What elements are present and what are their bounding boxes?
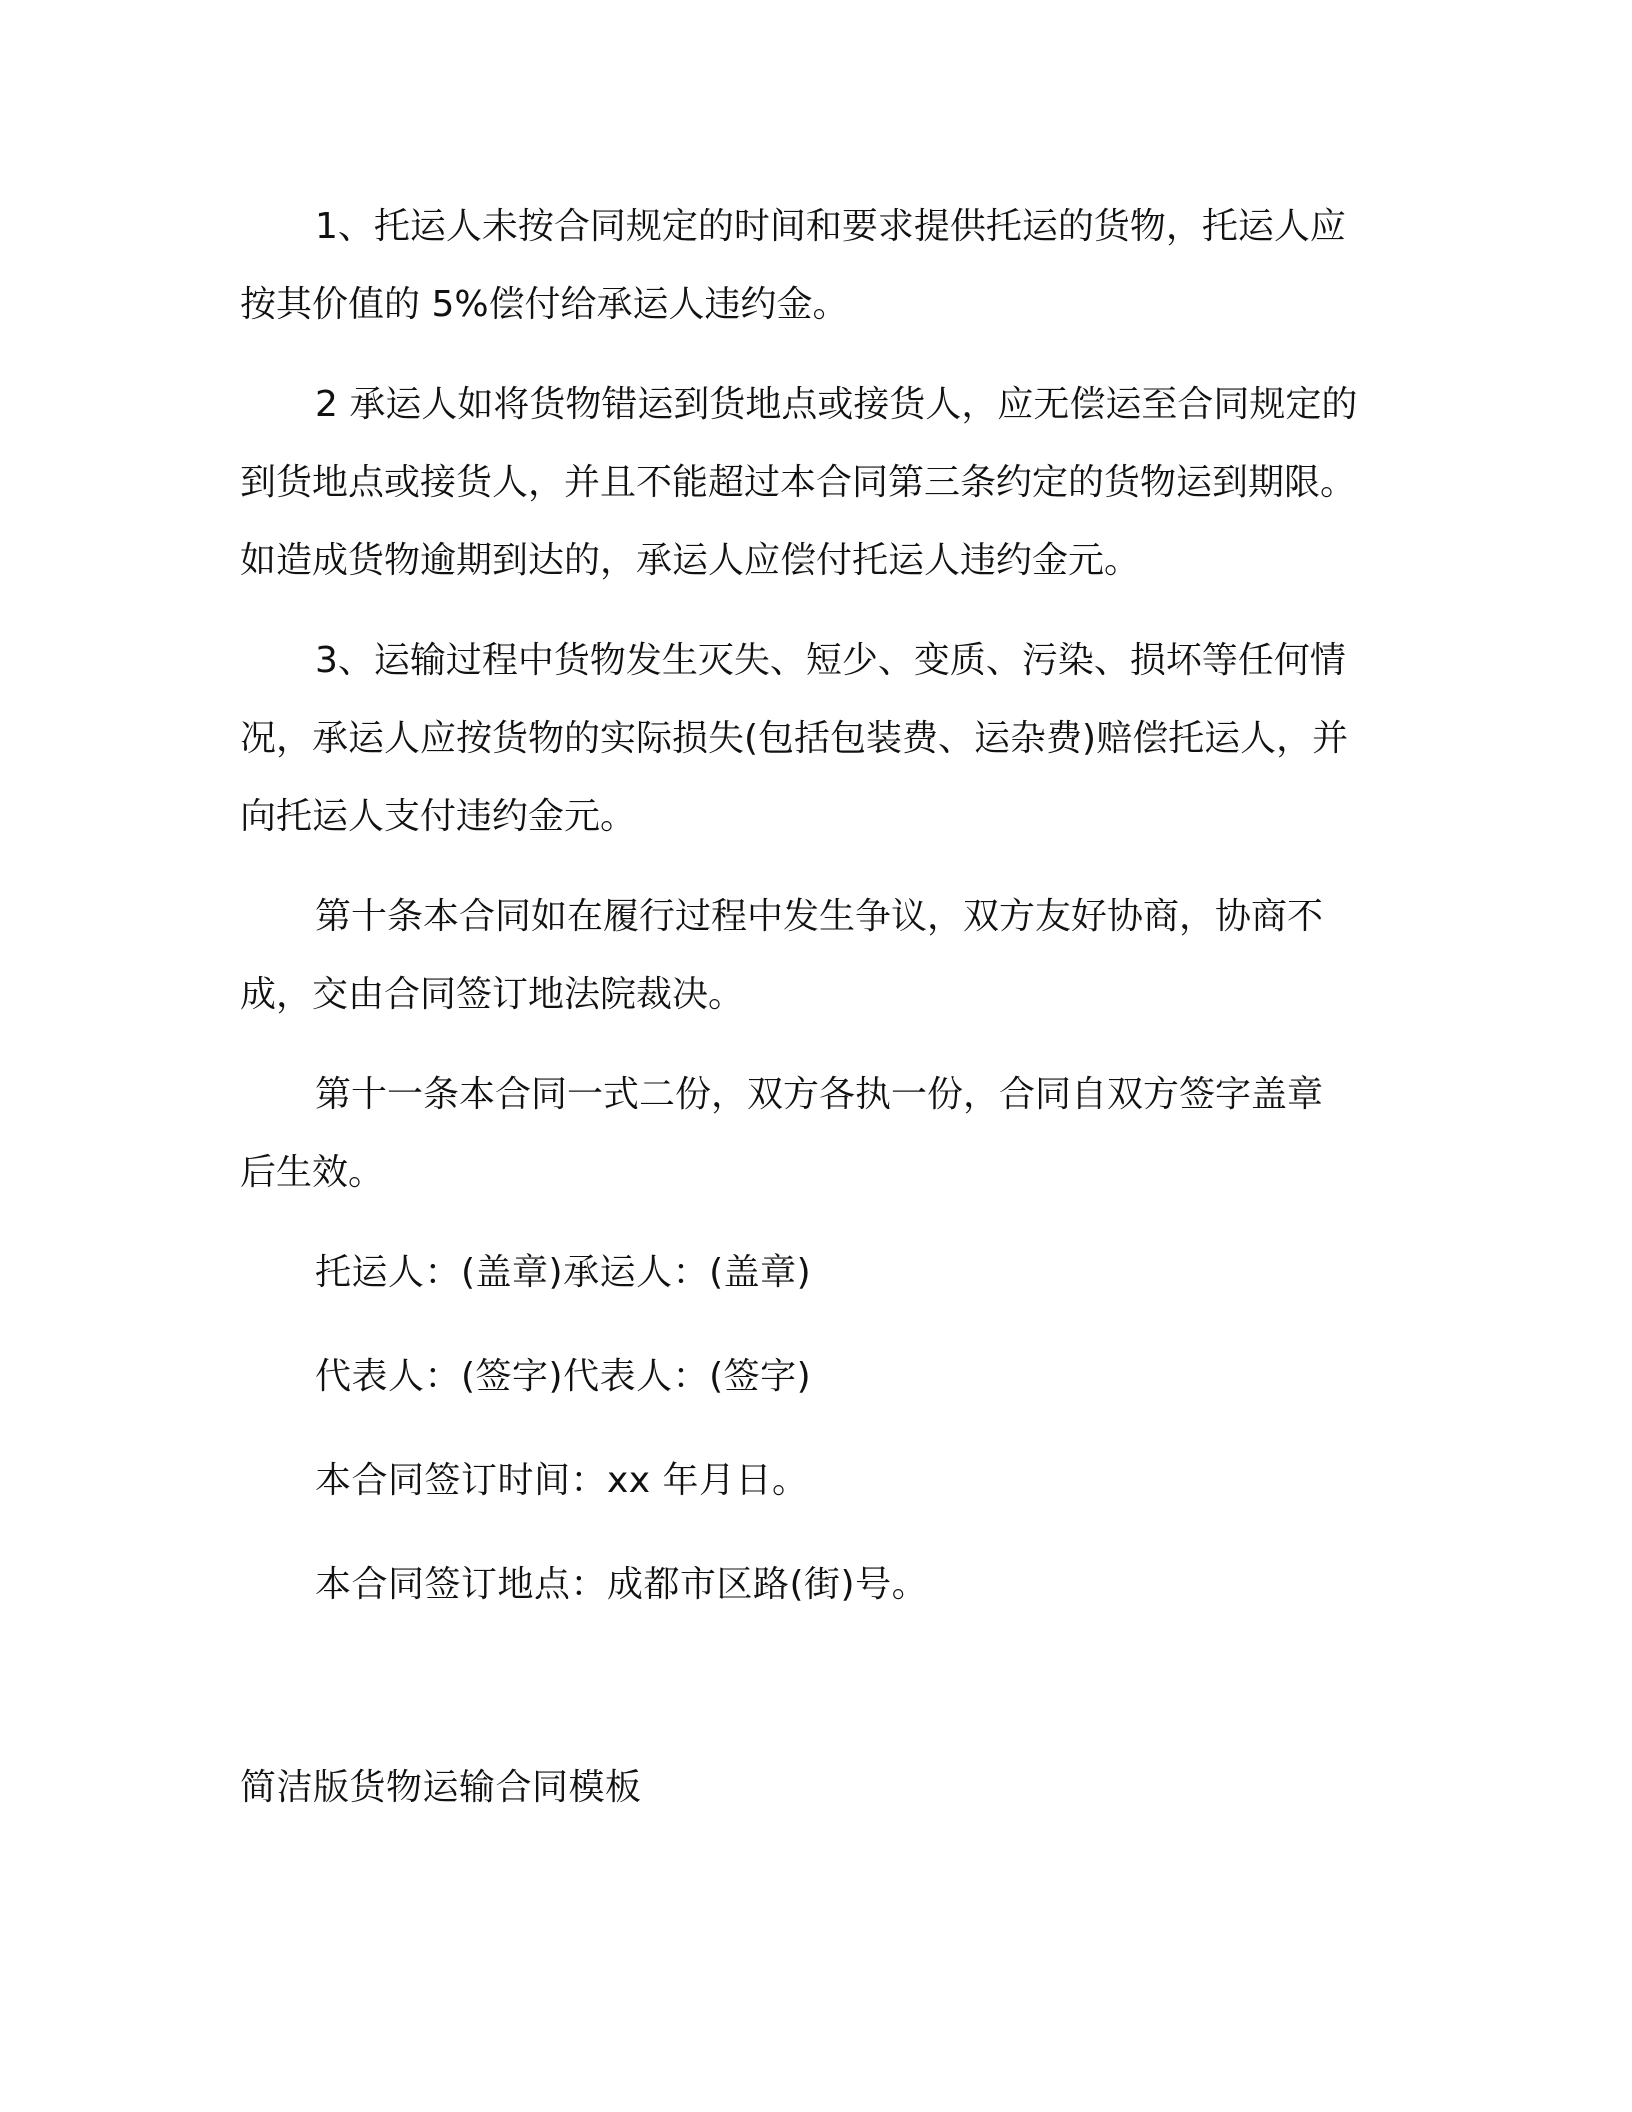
article-11-paragraph [240, 1056, 1390, 1212]
paragraph-line: 后生效。 [240, 1152, 385, 1193]
paragraph-line: 1、托运人未按合同规定的时间和要求提供托运的货物，托运人应 [315, 206, 1346, 247]
paragraph-line: 第十条本合同如在履行过程中发生争议，双方友好协商，协商不 [315, 896, 1324, 937]
clause-2-paragraph [240, 366, 1390, 600]
paragraph-line: 2 承运人如将货物错运到货地点或接货人，应无偿运至合同规定的 [315, 384, 1358, 425]
seal-line: 托运人：(盖章)承运人：(盖章) [315, 1252, 812, 1293]
contract-body [240, 188, 1390, 1650]
signing-date-line: 本合同签订时间：xx 年月日。 [315, 1460, 809, 1501]
signing-place-line: 本合同签订地点：成都市区路(街)号。 [315, 1564, 929, 1605]
paragraph-line: 向托运人支付违约金元。 [240, 796, 637, 837]
paragraph-line: 第十一条本合同一式二份，双方各执一份，合同自双方签字盖章 [315, 1074, 1324, 1115]
signature-line: 代表人：(签字)代表人：(签字) [315, 1356, 812, 1397]
paragraph-line: 3、运输过程中货物发生灭失、短少、变质、污染、损坏等任何情 [315, 640, 1346, 681]
article-10-paragraph [240, 878, 1390, 1034]
paragraph-line: 如造成货物逾期到达的，承运人应偿付托运人违约金元。 [240, 540, 1141, 581]
next-document-title: 简洁版货物运输合同模板 [240, 1767, 642, 1808]
paragraph-line: 按其价值的 5%偿付给承运人违约金。 [240, 284, 849, 325]
paragraph-line: 到货地点或接货人，并且不能超过本合同第三条约定的货物运到期限。 [240, 462, 1357, 503]
paragraph-line: 成，交由合同签订地法院裁决。 [240, 974, 745, 1015]
paragraph-line: 况，承运人应按货物的实际损失(包括包装费、运杂费)赔偿托运人，并 [240, 718, 1349, 759]
clause-3-paragraph [240, 622, 1390, 856]
clause-1-paragraph [240, 188, 1390, 344]
